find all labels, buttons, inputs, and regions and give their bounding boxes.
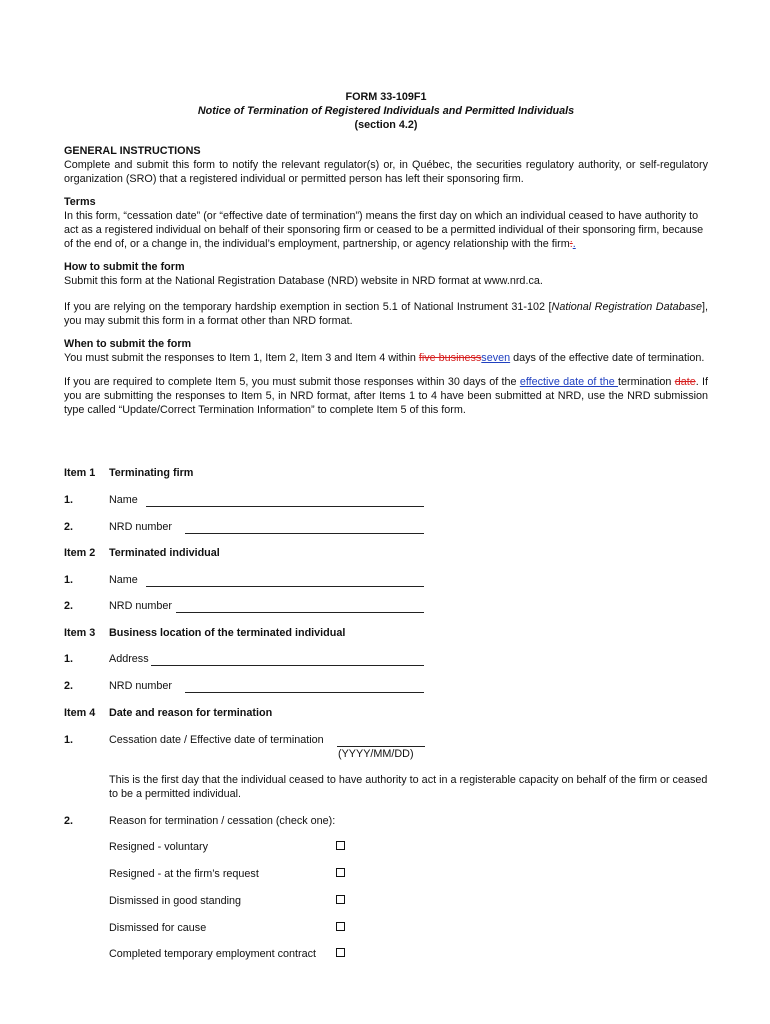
item2-f2-num: 2. (64, 600, 74, 612)
item4-label: Item 4 (64, 707, 96, 719)
form-section: (section 4.2) (354, 119, 418, 131)
item4-f2-label: Reason for termination / cessation (check one): (109, 815, 336, 827)
item2-f1-num: 1. (64, 574, 74, 586)
item4-f1-num: 1. (64, 734, 74, 746)
form-title: Notice of Termination of Registered Individuals and Permitted Individuals (197, 105, 575, 117)
item2-name-field[interactable] (146, 575, 424, 587)
item1-label: Item 1 (64, 467, 96, 479)
when-block (64, 337, 708, 417)
item3-nrd-field[interactable] (185, 681, 424, 693)
item1-name-field[interactable] (146, 495, 424, 507)
when-p2-inserted: effective date of the (519, 376, 618, 388)
general-instructions (64, 144, 708, 186)
when-p1-post: days of the effective date of termination. (510, 352, 705, 364)
general-heading: GENERAL INSTRUCTIONS (64, 145, 201, 157)
item2-f1-label: Name (109, 574, 138, 586)
item1-f1-num: 1. (64, 494, 74, 506)
item2-f2-label: NRD number (109, 600, 172, 612)
item3-f2-num: 2. (64, 680, 74, 692)
form-number: FORM 33-109F1 (345, 91, 427, 103)
item4-title: Date and reason for termination (109, 707, 273, 719)
item1-nrd-field[interactable] (185, 522, 424, 534)
form-header (64, 90, 708, 132)
item1-title: Terminating firm (109, 467, 194, 479)
reason-option: Dismissed in good standing (109, 895, 242, 907)
reason-checkbox-voluntary[interactable] (336, 841, 345, 850)
cessation-note: This is the first day that the individual ceased to have authority to act in a registerable capacity on behalf of the firm or ceased to be a permitted individual. (109, 774, 708, 800)
item4-reason-row (64, 814, 708, 828)
terms-text: In this form, “cessation date” (or “effective date of termination”) means the first day on which an individual ceased to have authority to act as a registered individual on behalf of their sponsoring firm or ceased to be a permitted individual of their sponsoring firm, because of the end of, or a change in, the individual’s employment, partnership, or agency relationship with the firm (64, 210, 704, 250)
terms-block (64, 195, 708, 251)
item3-f2-label: NRD number (109, 680, 172, 692)
item3-label: Item 3 (64, 627, 96, 639)
hardship-paragraph (64, 300, 708, 328)
item2-nrd-field[interactable] (176, 601, 424, 613)
item1-f2-num: 2. (64, 521, 74, 533)
reason-option: Resigned - voluntary (109, 841, 209, 853)
form-page (64, 90, 709, 960)
hardship-pre: If you are relying on the temporary hardship exemption in section 5.1 of National Instrument 31-102 [ (64, 301, 552, 313)
reason-checkbox-firm-request[interactable] (336, 868, 345, 877)
item3-heading (64, 626, 708, 640)
hardship-post: ], you may submit this form in a format other than NRD format. (64, 301, 708, 327)
reason-checkbox-temporary-contract[interactable] (336, 948, 345, 957)
item3-f1-label: Address (109, 653, 149, 665)
item2-label: Item 2 (64, 547, 96, 559)
general-text: Complete and submit this form to notify the relevant regulator(s) or, in Québec, the securities regulatory authority, or self-regulatory organization (SRO) that a registered individual or permitted person has left their sponsoring firm. (64, 159, 708, 185)
how-block (64, 260, 708, 328)
when-p2-deleted: date (674, 376, 696, 388)
date-format-hint: (YYYY/MM/DD) (338, 748, 414, 760)
cessation-date-field[interactable] (337, 735, 425, 747)
reason-option: Completed temporary employment contract (109, 948, 317, 960)
hardship-italic: National Registration Database (551, 301, 702, 313)
when-heading: When to submit the form (64, 338, 192, 350)
terms-inserted: . (572, 238, 576, 250)
how-text: Submit this form at the National Registration Database (NRD) website in NRD format at www.nrd.ca. (64, 275, 543, 287)
reason-option: Dismissed for cause (109, 922, 207, 934)
item4-f1-label: Cessation date / Effective date of termination (109, 734, 324, 746)
item2-title: Terminated individual (109, 547, 220, 559)
item1-heading (64, 466, 708, 480)
item4-heading (64, 706, 708, 720)
when-p1-deleted: five business (418, 352, 482, 364)
terms-heading: Terms (64, 196, 96, 208)
item3-f1-num: 1. (64, 653, 74, 665)
reason-option: Resigned - at the firm’s request (109, 868, 259, 880)
when-p2-post: . If you are submitting the responses to Item 5, in NRD format, after Items 1 to 4 have been submitted at NRD, use the NRD submission type called “Update/Correct Termination Information” to complete Item 5 of this form. (64, 376, 709, 416)
when-paragraph-1 (64, 351, 708, 365)
when-p1-inserted: seven (481, 352, 511, 364)
item4-f2-num: 2. (64, 815, 74, 827)
how-heading: How to submit the form (64, 261, 185, 273)
terms-paragraph (64, 209, 708, 251)
item1-f2-label: NRD number (109, 521, 172, 533)
when-paragraph-2 (64, 375, 708, 417)
when-p2-pre: If you are required to complete Item 5, you must submit those responses within 30 days of the (64, 376, 520, 388)
reason-checkbox-good-standing[interactable] (336, 895, 345, 904)
when-p2-mid: termination (618, 376, 675, 388)
terms-deleted: : (569, 238, 573, 250)
when-p1-pre: You must submit the responses to Item 1, Item 2, Item 3 and Item 4 within (64, 352, 419, 364)
reason-checkbox-for-cause[interactable] (336, 922, 345, 931)
item1-f1-label: Name (109, 494, 138, 506)
item2-heading (64, 546, 708, 560)
item3-title: Business location of the terminated individual (109, 627, 346, 639)
item3-address-field[interactable] (151, 654, 424, 666)
